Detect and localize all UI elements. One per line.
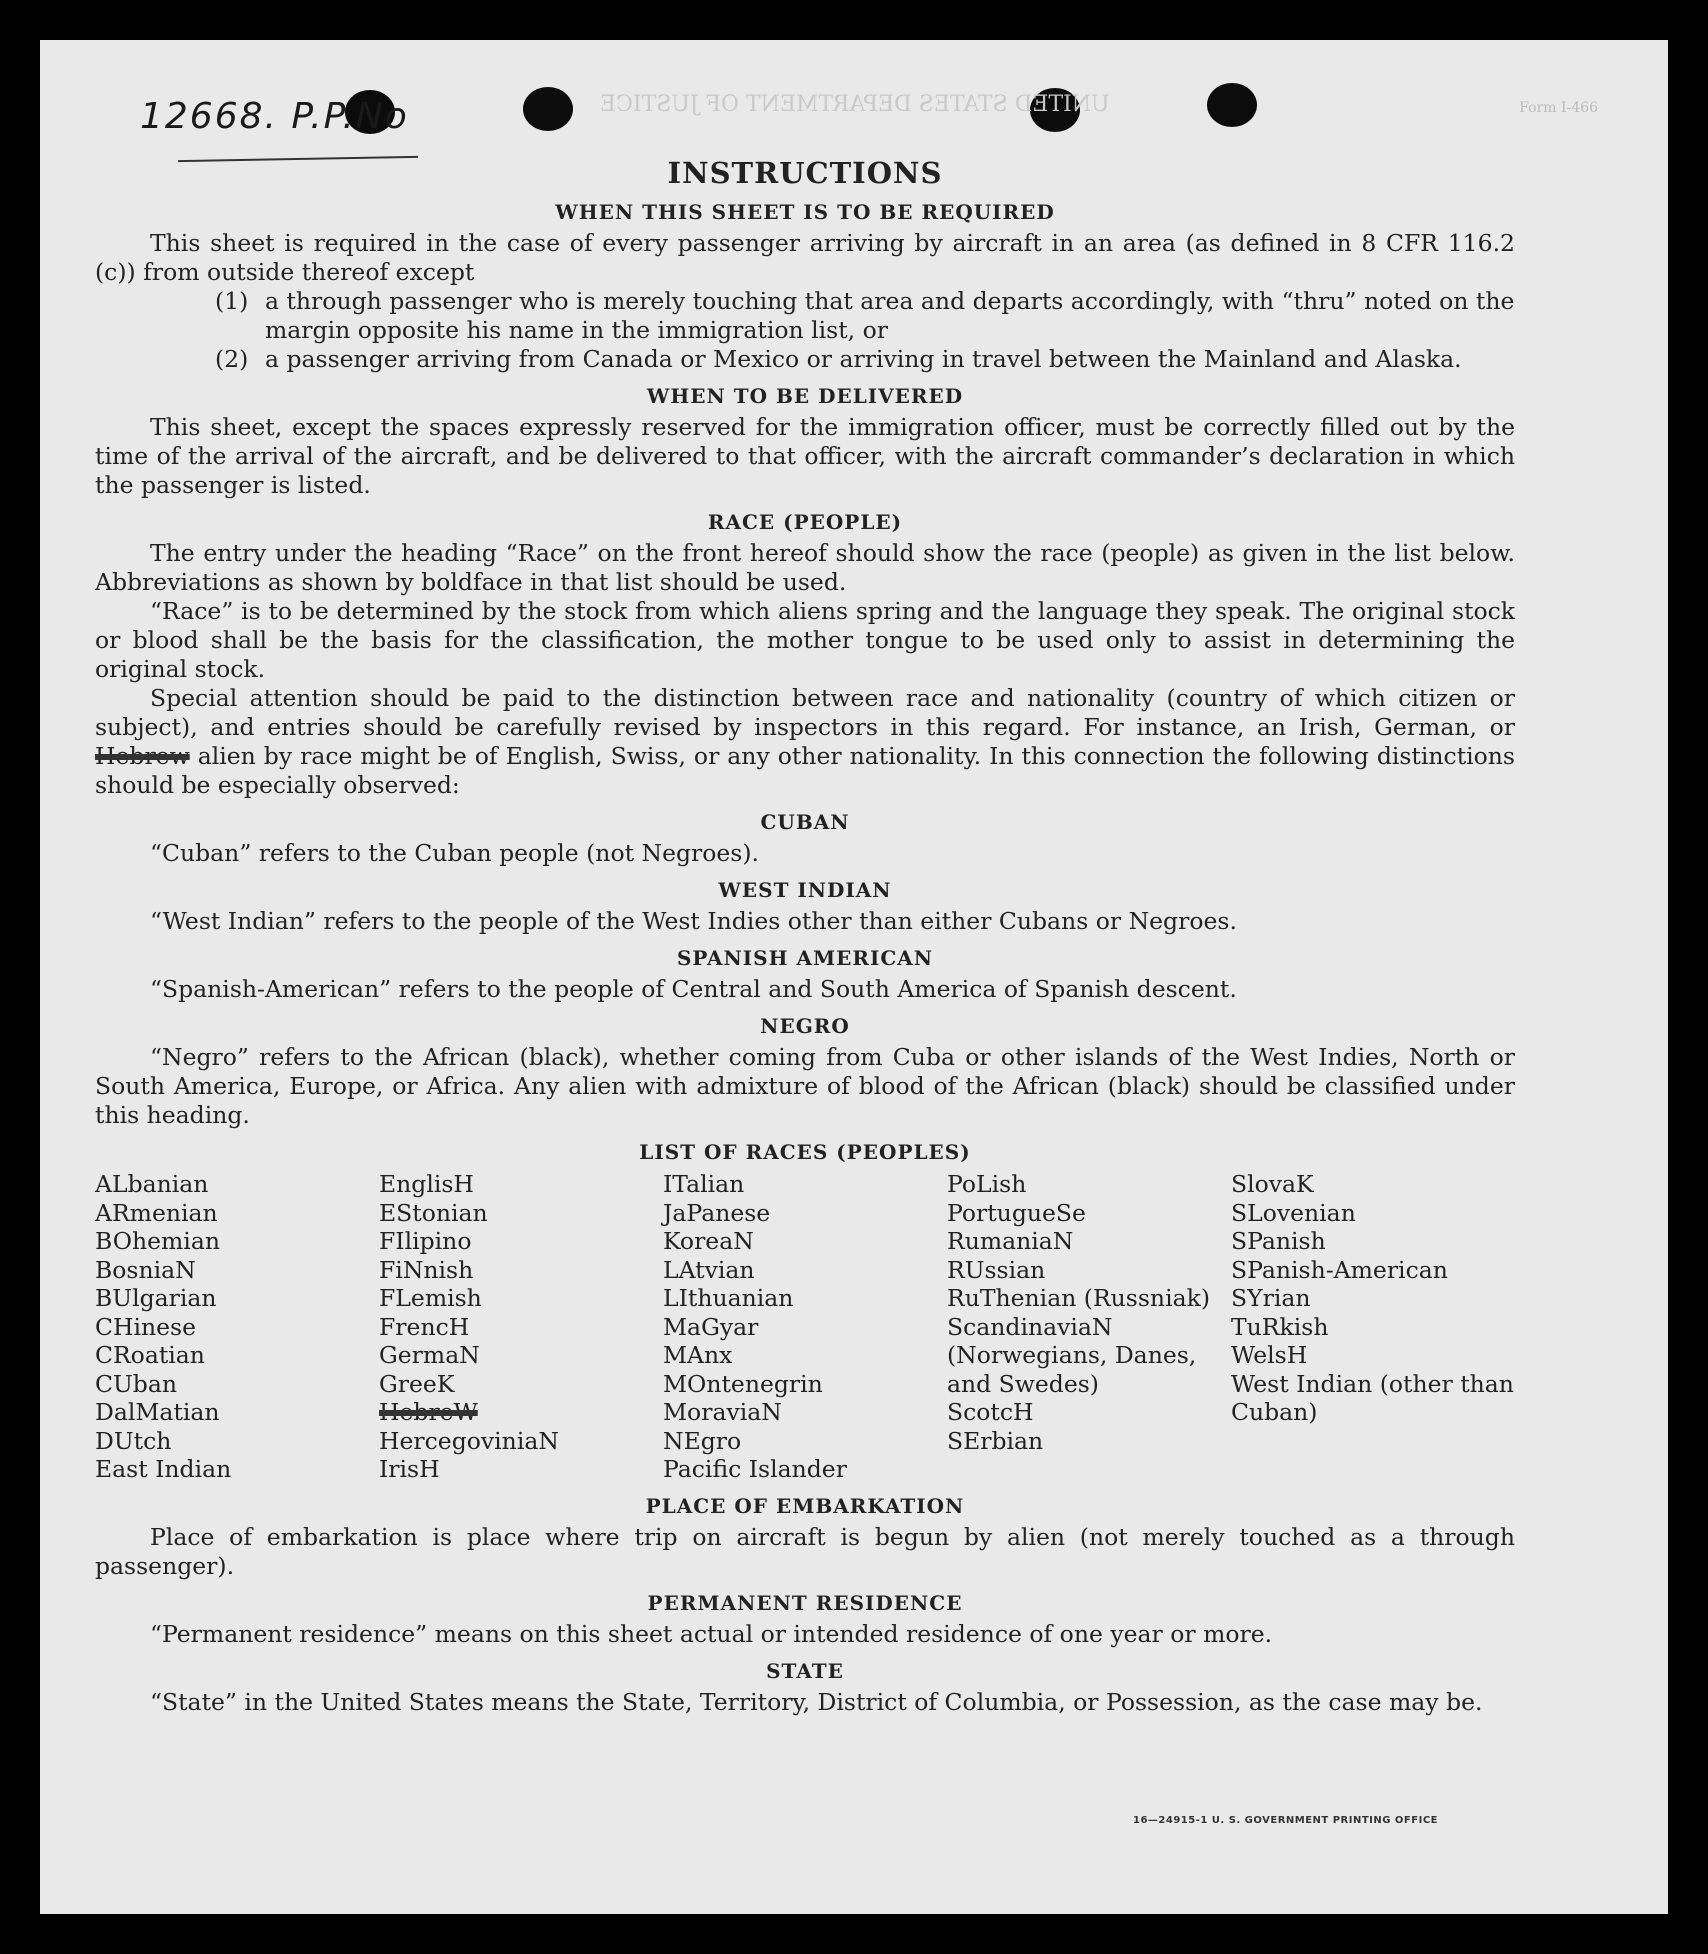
race-entry: FLemish (379, 1284, 482, 1312)
race-entry: CUban (95, 1369, 177, 1398)
race-entry: ALbanian (95, 1170, 209, 1198)
race-entry: DUtch (95, 1426, 172, 1455)
race-entry: LIthuanian (663, 1284, 794, 1312)
race-entry: PortugueSe (947, 1198, 1086, 1227)
race-entry: MaGyar (663, 1312, 759, 1341)
exception-list (215, 287, 1515, 374)
race-list (95, 1170, 1515, 1484)
race-column (663, 1170, 947, 1484)
punch-hole (1207, 83, 1257, 127)
race-entry: WelsH (1231, 1341, 1308, 1369)
paragraph: “Negro” refers to the African (black), whether coming from Cuba or other islands of the West Indies, North or South America, Europe, or Africa. Any alien with admixture of blood of the African (black) should be classified under this heading. (95, 1043, 1515, 1129)
section-heading: STATE (766, 1658, 844, 1683)
race-column (95, 1170, 379, 1484)
race-entry: ScandinaviaN (Norwegians, Danes, and Swedes) (947, 1312, 1197, 1398)
race-entry: LAtvian (663, 1255, 755, 1284)
list-item: (2) a passenger arriving from Canada or Mexico or arriving in travel between the Mainland and Alaska. (215, 345, 1462, 373)
section-heading: RACE (PEOPLE) (707, 510, 903, 534)
race-entry: ARmenian (95, 1198, 218, 1227)
page-title: INSTRUCTIONS (667, 156, 943, 190)
race-entry: FiNnish (379, 1255, 474, 1284)
section-heading: PERMANENT RESIDENCE (647, 1590, 963, 1615)
paragraph: “Spanish-American” refers to the people of Central and South America of Spanish descent. (150, 975, 1237, 1003)
race-entry: SlovaK (1231, 1170, 1314, 1198)
paragraph: This sheet is required in the case of every passenger arriving by aircraft in an area (as defined in 8 CFR 116.2 (c)) from outside thereof except (95, 229, 1515, 286)
race-entry: MAnx (663, 1341, 733, 1369)
race-entry: GreeK (379, 1369, 455, 1398)
bleed-through-header: UNITED STATES DEPARTMENT OF JUSTICE (600, 92, 1110, 117)
paragraph: “Permanent residence” means on this sheet actual or intended residence of one year or more. (150, 1619, 1273, 1648)
punch-hole (523, 87, 573, 131)
section-heading: WHEN TO BE DELIVERED (646, 384, 964, 408)
race-entry: RUssian (947, 1255, 1046, 1284)
race-entry: Pacific Islander (663, 1455, 847, 1483)
paragraph: The entry under the heading “Race” on the front hereof should show the race (people) as given in the list below. Abbreviations as shown by boldface in that list should be used. (95, 539, 1515, 596)
race-entry: SPanish-American (1231, 1255, 1448, 1284)
race-entry: BOhemian (95, 1227, 220, 1255)
list-item: (1) a through passenger who is merely touching that area and departs accordingly, with “thru” noted on the margin opposite his name in the immigration list, or (215, 287, 1515, 344)
race-entry: IrisH (379, 1455, 440, 1483)
paragraph: “Cuban” refers to the Cuban people (not Negroes). (150, 839, 760, 867)
race-entry: PoLish (947, 1170, 1027, 1198)
form-number: Form I-466 (1519, 100, 1598, 116)
race-entry: ITalian (663, 1170, 745, 1198)
race-entry: FIlipino (379, 1227, 472, 1255)
handwritten-margin-note: 12668. P.P.No (140, 96, 409, 137)
race-entry: RuThenian (Russniak) (947, 1284, 1210, 1312)
race-entry: DalMatian (95, 1398, 220, 1426)
instructions-body (95, 150, 1515, 1717)
race-entry: JaPanese (663, 1198, 771, 1227)
race-entry: CRoatian (95, 1341, 205, 1369)
race-entry: CHinese (95, 1312, 196, 1341)
race-column (379, 1170, 663, 1484)
section-heading: LIST OF RACES (PEOPLES) (639, 1140, 971, 1164)
race-entry: East Indian (95, 1455, 232, 1483)
section-heading: CUBAN (760, 810, 850, 834)
race-column (1231, 1170, 1515, 1484)
race-entry: FrencH (379, 1312, 470, 1341)
paragraph: “Race” is to be determined by the stock from which aliens spring and the language they speak. The original stock or blood shall be the basis for the classification, the mother tongue to be used only to assist in determining the original stock. (95, 597, 1515, 683)
race-entry: TuRkish (1231, 1312, 1329, 1341)
race-entry: MOntenegrin (663, 1369, 823, 1398)
section-heading: PLACE OF EMBARKATION (645, 1493, 965, 1518)
struck-word: Hebrew (95, 742, 190, 770)
race-entry: EnglisH (379, 1170, 474, 1198)
race-entry: SErbian (947, 1426, 1044, 1455)
race-entry: GermaN (379, 1341, 480, 1369)
section-heading: WEST INDIAN (718, 878, 892, 902)
race-entry: HebreW (379, 1398, 478, 1426)
race-entry: SYrian (1231, 1284, 1311, 1312)
race-entry: SPanish (1231, 1227, 1326, 1255)
race-entry: RumaniaN (947, 1227, 1074, 1255)
section-heading: NEGRO (760, 1014, 850, 1038)
paragraph: “State” in the United States means the State, Territory, District of Columbia, or Possession, as the case may be. (150, 1687, 1483, 1716)
paragraph: “West Indian” refers to the people of the West Indies other than either Cubans or Negroes. (150, 907, 1237, 935)
race-entry: HercegoviniaN (379, 1426, 559, 1455)
race-entry: EStonian (379, 1198, 488, 1227)
race-entry: West Indian (other than Cuban) (1231, 1369, 1514, 1426)
section-heading: WHEN THIS SHEET IS TO BE REQUIRED (555, 200, 1055, 224)
race-entry: KoreaN (663, 1227, 754, 1255)
race-entry: NEgro (663, 1426, 742, 1455)
race-entry: MoraviaN (663, 1398, 782, 1426)
race-column (947, 1170, 1231, 1484)
section-heading: SPANISH AMERICAN (676, 946, 934, 970)
race-entry: BosniaN (95, 1255, 196, 1284)
paragraph: This sheet, except the spaces expressly reserved for the immigration officer, must be correctly filled out by the time of the arrival of the aircraft, and be delivered to that officer, with the aircraft commander’s declaration in which the passenger is listed. (95, 413, 1515, 499)
race-entry: ScotcH (947, 1398, 1034, 1426)
race-entry: BUlgarian (95, 1284, 217, 1312)
paragraph: Special attention should be paid to the distinction between race and nationality (country of which citizen or subject), and entries should be carefully revised by inspectors in this regard. For instance, an Irish, German, or Hebrew alien by race might be of English, Swiss, or any other nationality. In this connection the following distinctions should be especially observed: (95, 684, 1515, 799)
race-entry: SLovenian (1231, 1198, 1356, 1227)
paragraph: Place of embarkation is place where trip on aircraft is begun by alien (not merely touched as a through passenger). (95, 1522, 1515, 1580)
printing-office-code: 16—24915-1 U. S. GOVERNMENT PRINTING OFFICE (1133, 1815, 1438, 1826)
